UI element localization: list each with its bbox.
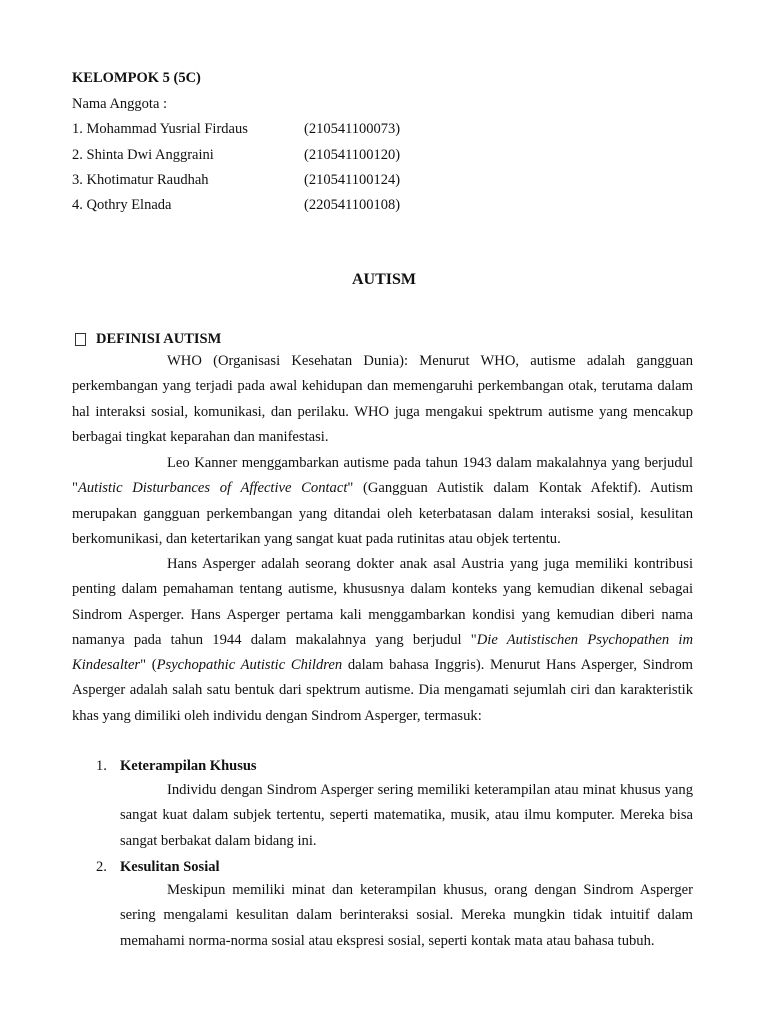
list-item-heading-1: Keterampilan Khusus [120,758,257,774]
list-item-body-1: Individu dengan Sindrom Asperger sering memiliki keterampilan atau minat khusus yang sangat kuat dalam subjek tertentu, seperti matematika, musik, atau ilmu komputer. Mereka bisa sangat berbakat dalam bidang ini. [120,782,693,849]
section-heading: DEFINISI AUTISM [96,331,222,347]
paragraph-asperger-title-en: Psychopathic Autistic Children [156,657,343,674]
paragraph-asperger-text-c: dalam bahasa Inggris). Menurut Hans Asperger, Sindrom Asperger adalah salah satu bentuk dari spektrum autisme. Dia mengamati sejumlah ciri dan karakteristik khas yang dimiliki oleh individu dengan Sindrom Asperger, termasuk: [72,657,694,724]
paragraph-who [72,349,693,450]
paragraph-kanner-text-a: Leo Kanner menggambarkan autisme pada tahun 1943 dalam makalahnya yang berjudul " [72,455,693,497]
paragraph-who-text: WHO (Organisasi Kesehatan Dunia): Menurut WHO, autisme adalah gangguan perkembangan yang terjadi pada awal kehidupan dan memengaruhi perkembangan otak, terutama dalam hal interaksi sosial, komunikasi, dan perilaku. WHO juga mengakui spektrum autisme yang mencakup berbagai tingkat keparahan dan manifestasi. [72,353,693,445]
bullet-icon [75,333,86,346]
paragraph-asperger-text-a: Hans Asperger adalah seorang dokter anak asal Austria yang juga memiliki kontribusi penting dalam pemahaman tentang autisme, khususnya dalam konteks yang kemudian dikenal sebagai Sindrom Asperger. Hans Asperger pertama kali menggambarkan kondisi yang kemudian diberi nama namanya pada tahun 1944 dalam makalahnya yang berjudul " [72,556,693,648]
paragraph-kanner [72,451,693,552]
list-item-number-1: 1. [96,758,107,774]
document-title: AUTISM [351,271,416,288]
member-id-4: (220541100108) [304,197,401,213]
list-item-number-2: 2. [96,859,107,875]
paragraph-asperger-text-b: " ( [140,657,157,674]
member-id-2: (210541100120) [304,147,401,163]
paragraph-asperger-title-de: Die Autistischen Psychopathen im Kindesalter [72,631,693,674]
member-name-2: 2. Shinta Dwi Anggraini [72,147,214,163]
paragraph-asperger [72,552,693,729]
list-item-text-2 [120,878,693,954]
member-id-3: (210541100124) [304,172,401,188]
list-item-heading-2: Kesulitan Sosial [120,859,220,875]
paragraph-kanner-text-b: " (Gangguan Autistik dalam Kontak Afektif). Autism merupakan gangguan perkembangan yang ditandai oleh keterbatasan dalam interaksi sosial, kesulitan berkomunikasi, dan ketertarikan yang sangat kuat pada rutinitas atau objek tertentu. [72,480,693,547]
paragraph-kanner-title: Autistic Disturbances of Affective Contact [77,480,348,497]
members-label: Nama Anggota : [72,96,168,112]
member-name-4: 4. Qothry Elnada [72,197,172,213]
member-name-3: 3. Khotimatur Raudhah [72,172,209,188]
group-name: KELOMPOK 5 (5C) [72,70,201,86]
list-item-body-2: Meskipun memiliki minat dan keterampilan khusus, orang dengan Sindrom Asperger sering mengalami kesulitan dalam berinteraksi sosial. Mereka mungkin tidak intuitif dalam memahami norma-norma sosial atau ekspresi sosial, seperti kontak mata atau bahasa tubuh. [120,882,693,949]
member-id-1: (210541100073) [304,121,401,137]
list-item-text-1 [120,778,693,854]
member-name-1: 1. Mohammad Yusrial Firdaus [72,121,248,137]
